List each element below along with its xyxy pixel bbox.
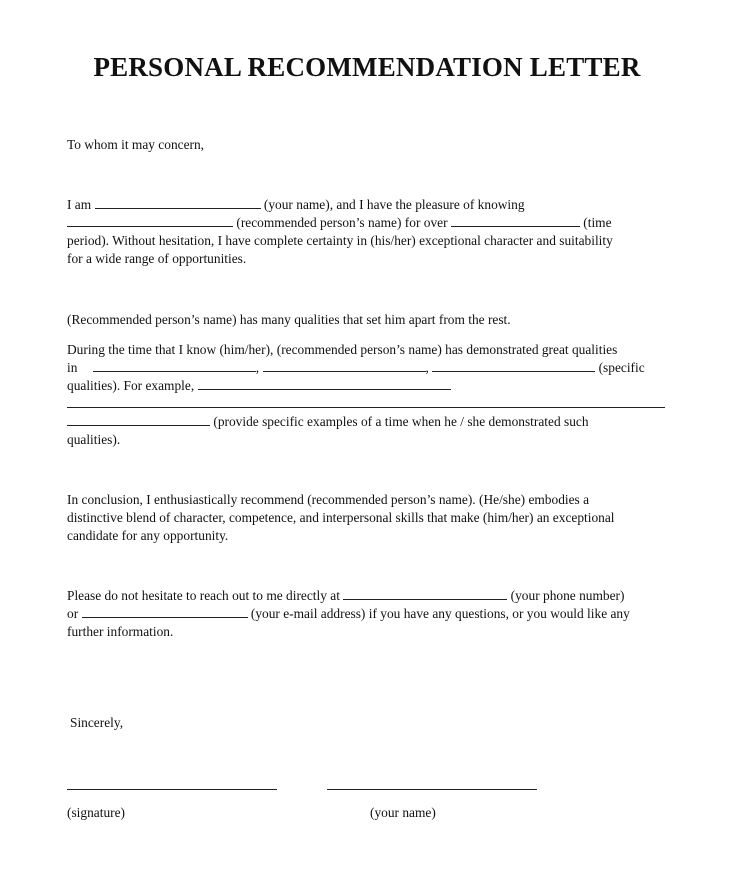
contact-text-email: (your e-mail address) if you have any questions, or you would like any xyxy=(250,606,630,621)
intro-line-3: period). Without hesitation, I have complete certainty in (his/her) exceptional character and suitability xyxy=(67,233,613,248)
your-name-blank[interactable] xyxy=(95,196,261,209)
qualities-text-specific: (specific xyxy=(598,360,645,375)
quality-1-blank[interactable] xyxy=(93,359,256,372)
contact-text-or: or xyxy=(67,606,79,621)
closing: Sincerely, xyxy=(70,715,124,730)
contact-text-reach: Please do not hesitate to reach out to me directly at xyxy=(67,588,340,603)
qualities-line-2 xyxy=(67,359,645,377)
conclusion-line-2: distinctive blend of character, competence, and interpersonal skills that make (him/her) an exceptional xyxy=(67,510,615,525)
intro-line-4: for a wide range of opportunities. xyxy=(67,251,247,266)
qualities-intro: (Recommended person’s name) has many qualities that set him apart from the rest. xyxy=(67,312,511,327)
conclusion-line-3: candidate for any opportunity. xyxy=(67,528,229,543)
qualities-line-6: qualities). xyxy=(67,432,121,447)
phone-number-blank[interactable] xyxy=(343,587,507,600)
recommended-name-blank[interactable] xyxy=(67,214,233,227)
name-label: (your name) xyxy=(370,805,436,820)
qualities-line-3 xyxy=(67,377,451,395)
example-blank-2[interactable] xyxy=(67,395,665,408)
comma: , xyxy=(425,360,429,375)
page-title: PERSONAL RECOMMENDATION LETTER xyxy=(93,52,641,82)
intro-text-recommended: (recommended person’s name) for over xyxy=(236,215,448,230)
intro-line-2 xyxy=(67,214,612,232)
your-name-line[interactable] xyxy=(327,789,537,790)
salutation: To whom it may concern, xyxy=(67,137,205,152)
example-blank-1[interactable] xyxy=(198,377,451,390)
email-address-blank[interactable] xyxy=(82,605,248,618)
qualities-text-provide: (provide specific examples of a time when he / she demonstrated such xyxy=(213,414,589,429)
intro-text-i-am: I am xyxy=(67,197,92,212)
conclusion-line-1: In conclusion, I enthusiastically recommend (recommended person’s name). (He/she) embodies a xyxy=(67,492,590,507)
qualities-line-1: During the time that I know (him/her), (recommended person’s name) has demonstrated great qualities xyxy=(67,342,618,357)
example-blank-3[interactable] xyxy=(67,413,210,426)
intro-text-pleasure: (your name), and I have the pleasure of knowing xyxy=(263,197,525,212)
qualities-line-4 xyxy=(67,395,665,413)
qualities-text-in: in xyxy=(67,360,78,375)
contact-line-3: further information. xyxy=(67,624,174,639)
signature-line[interactable] xyxy=(67,789,277,790)
qualities-text-for-example: qualities). For example, xyxy=(67,378,195,393)
intro-line-1 xyxy=(67,196,525,214)
comma: , xyxy=(255,360,260,375)
time-period-blank[interactable] xyxy=(451,214,580,227)
contact-line-2 xyxy=(67,605,630,623)
signature-label: (signature) xyxy=(67,805,126,820)
quality-2-blank[interactable] xyxy=(263,359,426,372)
intro-text-time: (time xyxy=(583,215,612,230)
quality-3-blank[interactable] xyxy=(432,359,595,372)
contact-line-1 xyxy=(67,587,624,605)
qualities-line-5 xyxy=(67,413,589,431)
contact-text-phone: (your phone number) xyxy=(510,588,625,603)
